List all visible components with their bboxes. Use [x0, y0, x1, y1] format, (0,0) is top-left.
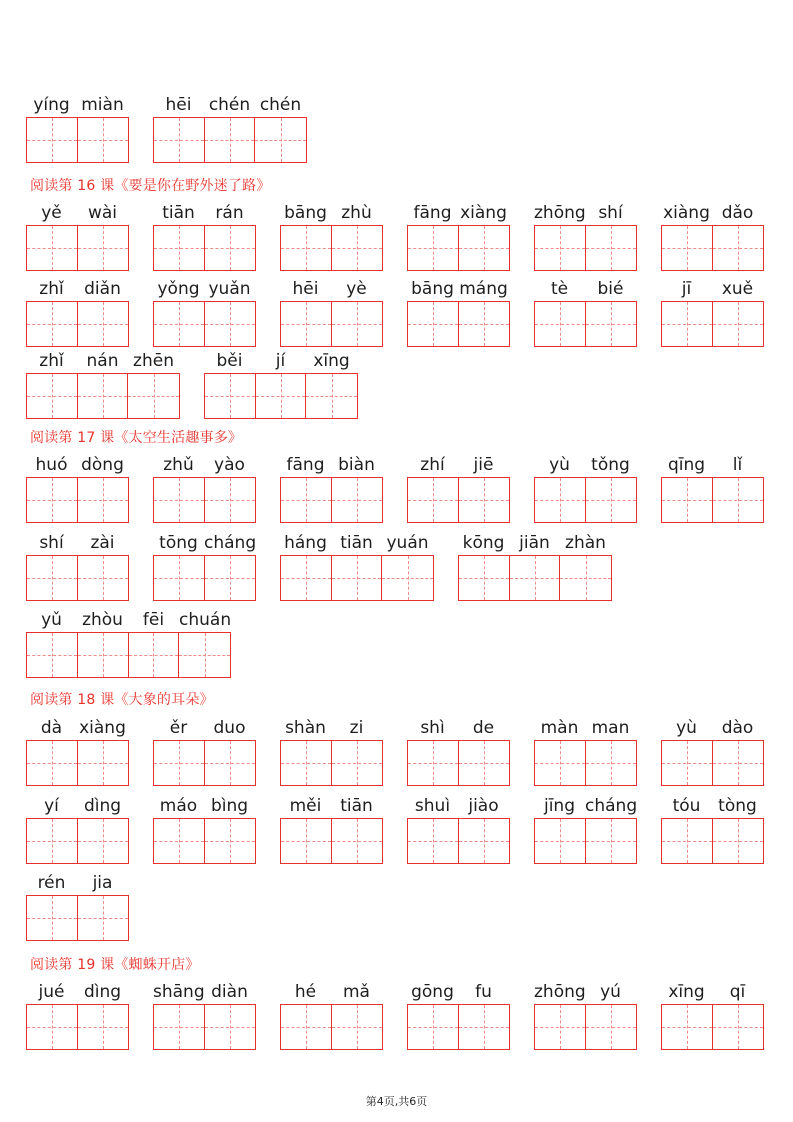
- tian-grid-cell[interactable]: [586, 819, 637, 863]
- tian-grid-cell[interactable]: [560, 556, 611, 600]
- pinyin-label: máng: [459, 279, 508, 299]
- pinyin-label: diǎn: [84, 279, 121, 299]
- pinyin-label: zhēn: [133, 351, 174, 371]
- pinyin-label: cháng: [585, 796, 638, 816]
- word-group: [153, 455, 255, 523]
- tian-grid-cell[interactable]: [408, 478, 459, 522]
- pinyin-label: xiàng: [460, 203, 507, 223]
- tian-grid-cell[interactable]: [27, 556, 78, 600]
- pinyin-label: dìng: [83, 796, 122, 816]
- pinyin-label: chén: [259, 95, 302, 115]
- pinyin-label: yíng: [33, 95, 70, 115]
- tian-grid-cell[interactable]: [27, 226, 78, 270]
- tian-grid-cell[interactable]: [459, 556, 510, 600]
- pinyin-label: yù: [549, 455, 570, 475]
- word-group: [407, 455, 509, 523]
- tian-grid-boxes: [280, 818, 383, 864]
- pinyin-label: màn: [540, 718, 579, 738]
- pinyin-label: kōng: [462, 533, 505, 553]
- tian-grid-cell[interactable]: [27, 819, 78, 863]
- tian-grid-cell[interactable]: [281, 1005, 332, 1049]
- pinyin-label: nán: [86, 351, 119, 371]
- tian-grid-boxes: [534, 301, 637, 347]
- tian-grid-cell[interactable]: [205, 819, 256, 863]
- word-group: [407, 203, 509, 271]
- pinyin-label: tiān: [162, 203, 195, 223]
- word-group: [534, 455, 636, 523]
- tian-grid-cell[interactable]: [662, 819, 713, 863]
- pinyin-label: xīng: [313, 351, 350, 371]
- tian-grid-cell[interactable]: [154, 302, 205, 346]
- pinyin-label: tǒng: [591, 455, 630, 475]
- word-group: [26, 203, 128, 271]
- pinyin-label: xiàng: [79, 718, 126, 738]
- tian-grid-boxes: [280, 740, 383, 786]
- tian-grid-boxes: [153, 555, 256, 601]
- word-group: [153, 796, 255, 864]
- tian-grid-cell[interactable]: [332, 741, 383, 785]
- pinyin-label: jiào: [468, 796, 499, 816]
- pinyin-label: dà: [40, 718, 63, 738]
- pinyin-label: dào: [721, 718, 754, 738]
- tian-grid-boxes: [534, 477, 637, 523]
- pinyin-label: yǒng: [157, 279, 200, 299]
- tian-grid-cell[interactable]: [255, 118, 306, 162]
- tian-grid-cell[interactable]: [281, 556, 332, 600]
- pinyin-label: hēi: [292, 279, 319, 299]
- pinyin-label: wài: [87, 203, 118, 223]
- word-group: [661, 203, 763, 271]
- pinyin-label: shuì: [414, 796, 451, 816]
- tian-grid-cell[interactable]: [205, 556, 256, 600]
- tian-grid-boxes: [153, 818, 256, 864]
- pinyin-label: hé: [294, 982, 317, 1002]
- tian-grid-cell[interactable]: [78, 896, 129, 940]
- tian-grid-boxes: [534, 818, 637, 864]
- tian-grid-cell[interactable]: [78, 226, 129, 270]
- tian-grid-boxes: [26, 1004, 129, 1050]
- pinyin-label: huó: [35, 455, 68, 475]
- tian-grid-cell[interactable]: [535, 226, 586, 270]
- word-group: [280, 455, 382, 523]
- tian-grid-cell[interactable]: [586, 741, 637, 785]
- tian-grid-cell[interactable]: [128, 374, 179, 418]
- tian-grid-cell[interactable]: [129, 633, 180, 677]
- pinyin-label: zhōng: [534, 203, 586, 223]
- word-group: [153, 982, 255, 1050]
- word-group: [26, 279, 128, 347]
- tian-grid-cell[interactable]: [713, 741, 764, 785]
- tian-grid-cell[interactable]: [27, 478, 78, 522]
- tian-grid-boxes: [26, 555, 129, 601]
- pinyin-label: miàn: [81, 95, 124, 115]
- pinyin-label: tè: [550, 279, 569, 299]
- word-group: [407, 796, 509, 864]
- pinyin-label: yù: [676, 718, 697, 738]
- word-group: [153, 718, 255, 786]
- tian-grid-cell[interactable]: [154, 118, 205, 162]
- word-group: [204, 351, 357, 419]
- tian-grid-cell[interactable]: [205, 118, 256, 162]
- pinyin-label: shāng: [153, 982, 205, 1002]
- tian-grid-cell[interactable]: [535, 302, 586, 346]
- tian-grid-boxes: [407, 477, 510, 523]
- tian-grid-cell[interactable]: [154, 1005, 205, 1049]
- tian-grid-boxes: [280, 555, 434, 601]
- pinyin-label: duo: [213, 718, 246, 738]
- tian-grid-cell[interactable]: [408, 819, 459, 863]
- tian-grid-cell[interactable]: [27, 302, 78, 346]
- tian-grid-boxes: [153, 740, 256, 786]
- tian-grid-cell[interactable]: [408, 741, 459, 785]
- tian-grid-cell[interactable]: [662, 226, 713, 270]
- lesson-title: 阅读第 18 课《大象的耳朵》: [30, 692, 214, 708]
- word-group: [407, 982, 509, 1050]
- pinyin-label: zhōng: [534, 982, 586, 1002]
- tian-grid-cell[interactable]: [78, 374, 129, 418]
- tian-grid-cell[interactable]: [332, 478, 383, 522]
- pinyin-label: rén: [37, 873, 66, 893]
- word-group: [26, 610, 230, 678]
- tian-grid-cell[interactable]: [205, 741, 256, 785]
- tian-grid-cell[interactable]: [586, 1005, 637, 1049]
- tian-grid-cell[interactable]: [205, 1005, 256, 1049]
- word-group: [26, 796, 128, 864]
- word-group: [26, 95, 128, 163]
- pinyin-label: jiān: [519, 533, 550, 553]
- tian-grid-boxes: [26, 477, 129, 523]
- pinyin-label: diàn: [211, 982, 248, 1002]
- pinyin-label: qī: [729, 982, 746, 1002]
- tian-grid-cell[interactable]: [382, 556, 433, 600]
- page-footer: 第4页,共6页: [365, 1095, 428, 1108]
- tian-grid-cell[interactable]: [281, 226, 332, 270]
- tian-grid-cell[interactable]: [408, 1005, 459, 1049]
- lesson-title: 阅读第 17 课《太空生活趣事多》: [30, 430, 243, 446]
- pinyin-label: shì: [420, 718, 445, 738]
- tian-grid-boxes: [534, 1004, 637, 1050]
- pinyin-label: zhàn: [565, 533, 606, 553]
- pinyin-label: xiàng: [663, 203, 710, 223]
- tian-grid-cell[interactable]: [713, 302, 764, 346]
- word-group: [534, 982, 636, 1050]
- tian-grid-cell[interactable]: [78, 1005, 129, 1049]
- tian-grid-cell[interactable]: [154, 478, 205, 522]
- pinyin-label: jué: [38, 982, 65, 1002]
- pinyin-label: zhí: [420, 455, 445, 475]
- tian-grid-cell[interactable]: [332, 556, 383, 600]
- tian-grid-boxes: [407, 225, 510, 271]
- word-group: [280, 203, 382, 271]
- pinyin-label: jī: [681, 279, 692, 299]
- pinyin-label: bié: [597, 279, 624, 299]
- word-group: [661, 455, 763, 523]
- lesson-title: 阅读第 19 课《蜘蛛开店》: [30, 957, 200, 973]
- pinyin-label: fēi: [142, 610, 165, 630]
- tian-grid-cell[interactable]: [713, 226, 764, 270]
- pinyin-label: bìng: [210, 796, 249, 816]
- tian-grid-cell[interactable]: [27, 374, 78, 418]
- tian-grid-boxes: [26, 117, 129, 163]
- tian-grid-cell[interactable]: [179, 633, 230, 677]
- word-group: [534, 796, 636, 864]
- tian-grid-cell[interactable]: [27, 1005, 78, 1049]
- tian-grid-boxes: [280, 1004, 383, 1050]
- tian-grid-cell[interactable]: [27, 741, 78, 785]
- word-group: [280, 279, 382, 347]
- pinyin-label: rán: [215, 203, 244, 223]
- pinyin-label: shàn: [285, 718, 326, 738]
- pinyin-label: dìng: [83, 982, 122, 1002]
- pinyin-label: jiē: [473, 455, 494, 475]
- pinyin-label: tóu: [672, 796, 701, 816]
- pinyin-label: dǎo: [721, 203, 754, 223]
- tian-grid-boxes: [407, 301, 510, 347]
- pinyin-label: tòng: [718, 796, 757, 816]
- tian-grid-cell[interactable]: [154, 741, 205, 785]
- tian-grid-boxes: [26, 225, 129, 271]
- pinyin-label: chuán: [179, 610, 232, 630]
- tian-grid-cell[interactable]: [459, 302, 510, 346]
- tian-grid-boxes: [153, 117, 307, 163]
- tian-grid-cell[interactable]: [332, 1005, 383, 1049]
- tian-grid-cell[interactable]: [78, 118, 129, 162]
- tian-grid-boxes: [26, 632, 231, 678]
- pinyin-label: yí: [44, 796, 59, 816]
- word-group: [26, 718, 128, 786]
- tian-grid-boxes: [153, 301, 256, 347]
- pinyin-label: zhòu: [82, 610, 123, 630]
- pinyin-label: yè: [346, 279, 367, 299]
- word-group: [26, 533, 128, 601]
- word-group: [407, 718, 509, 786]
- tian-grid-boxes: [26, 740, 129, 786]
- pinyin-label: yǔ: [41, 610, 62, 630]
- tian-grid-cell[interactable]: [535, 819, 586, 863]
- tian-grid-boxes: [280, 225, 383, 271]
- pinyin-label: tōng: [159, 533, 198, 553]
- pinyin-label: zhǔ: [163, 455, 194, 475]
- tian-grid-boxes: [661, 301, 764, 347]
- word-group: [280, 982, 382, 1050]
- tian-grid-cell[interactable]: [332, 819, 383, 863]
- pinyin-label: shí: [39, 533, 64, 553]
- tian-grid-cell[interactable]: [713, 819, 764, 863]
- tian-grid-cell[interactable]: [281, 819, 332, 863]
- tian-grid-cell[interactable]: [27, 896, 78, 940]
- tian-grid-boxes: [153, 225, 256, 271]
- tian-grid-cell[interactable]: [154, 226, 205, 270]
- tian-grid-cell[interactable]: [78, 633, 129, 677]
- pinyin-label: fāng: [413, 203, 452, 223]
- pinyin-label: zhù: [341, 203, 372, 223]
- pinyin-label: máo: [159, 796, 198, 816]
- tian-grid-boxes: [661, 225, 764, 271]
- pinyin-label: bāng: [284, 203, 327, 223]
- word-group: [280, 796, 382, 864]
- tian-grid-cell[interactable]: [535, 478, 586, 522]
- tian-grid-cell[interactable]: [78, 741, 129, 785]
- tian-grid-boxes: [26, 818, 129, 864]
- tian-grid-cell[interactable]: [27, 118, 78, 162]
- tian-grid-cell[interactable]: [332, 302, 383, 346]
- pinyin-label: chén: [208, 95, 251, 115]
- pinyin-label: de: [472, 718, 495, 738]
- pinyin-label: xuě: [721, 279, 754, 299]
- tian-grid-boxes: [407, 1004, 510, 1050]
- tian-grid-boxes: [153, 1004, 256, 1050]
- tian-grid-boxes: [26, 895, 129, 941]
- tian-grid-cell[interactable]: [459, 819, 510, 863]
- tian-grid-cell[interactable]: [78, 819, 129, 863]
- tian-grid-cell[interactable]: [78, 556, 129, 600]
- tian-grid-boxes: [204, 373, 358, 419]
- tian-grid-cell[interactable]: [586, 226, 637, 270]
- word-group: [458, 533, 611, 601]
- pinyin-label: jīng: [543, 796, 575, 816]
- pinyin-label: fāng: [286, 455, 325, 475]
- tian-grid-cell[interactable]: [408, 226, 459, 270]
- word-group: [534, 279, 636, 347]
- pinyin-label: man: [591, 718, 630, 738]
- tian-grid-boxes: [407, 740, 510, 786]
- pinyin-label: fu: [475, 982, 492, 1002]
- pinyin-label: zài: [90, 533, 115, 553]
- tian-grid-cell[interactable]: [535, 1005, 586, 1049]
- tian-grid-cell[interactable]: [306, 374, 357, 418]
- tian-grid-boxes: [280, 477, 383, 523]
- word-group: [661, 718, 763, 786]
- pinyin-label: mǎ: [343, 982, 370, 1002]
- tian-grid-cell[interactable]: [205, 478, 256, 522]
- tian-grid-cell[interactable]: [78, 478, 129, 522]
- tian-grid-cell[interactable]: [78, 302, 129, 346]
- pinyin-label: yú: [600, 982, 621, 1002]
- tian-grid-cell[interactable]: [205, 226, 256, 270]
- pinyin-label: xīng: [668, 982, 705, 1002]
- tian-grid-cell[interactable]: [662, 741, 713, 785]
- tian-grid-boxes: [280, 301, 383, 347]
- pinyin-label: měi: [289, 796, 322, 816]
- tian-grid-cell[interactable]: [459, 741, 510, 785]
- tian-grid-cell[interactable]: [281, 478, 332, 522]
- pinyin-label: jí: [275, 351, 286, 371]
- pinyin-label: lǐ: [732, 455, 743, 475]
- tian-grid-cell[interactable]: [662, 478, 713, 522]
- tian-grid-cell[interactable]: [154, 819, 205, 863]
- tian-grid-cell[interactable]: [510, 556, 561, 600]
- tian-grid-boxes: [153, 477, 256, 523]
- word-group: [407, 279, 509, 347]
- word-group: [153, 203, 255, 271]
- tian-grid-cell[interactable]: [205, 374, 256, 418]
- pinyin-label: háng: [284, 533, 327, 553]
- word-group: [661, 982, 763, 1050]
- tian-grid-boxes: [26, 373, 180, 419]
- word-group: [534, 718, 636, 786]
- pinyin-label: jia: [92, 873, 113, 893]
- tian-grid-cell[interactable]: [281, 302, 332, 346]
- tian-grid-cell[interactable]: [332, 226, 383, 270]
- tian-grid-cell[interactable]: [154, 556, 205, 600]
- pinyin-label: shí: [598, 203, 623, 223]
- word-group: [26, 351, 179, 419]
- word-group: [26, 873, 128, 941]
- lesson-title: 阅读第 16 课《要是你在野外迷了路》: [30, 178, 271, 194]
- tian-grid-cell[interactable]: [662, 302, 713, 346]
- pinyin-label: yuán: [386, 533, 429, 553]
- pinyin-label: tiān: [340, 796, 373, 816]
- tian-grid-boxes: [407, 818, 510, 864]
- pinyin-label: tiān: [340, 533, 373, 553]
- pinyin-label: běi: [216, 351, 243, 371]
- tian-grid-boxes: [458, 555, 612, 601]
- tian-grid-cell[interactable]: [535, 741, 586, 785]
- tian-grid-cell[interactable]: [459, 478, 510, 522]
- pinyin-label: biàn: [338, 455, 375, 475]
- pinyin-label: dòng: [81, 455, 124, 475]
- pinyin-label: qīng: [667, 455, 706, 475]
- tian-grid-boxes: [26, 301, 129, 347]
- tian-grid-boxes: [661, 477, 764, 523]
- pinyin-label: ěr: [169, 718, 188, 738]
- pinyin-label: yě: [41, 203, 62, 223]
- word-group: [661, 796, 763, 864]
- pinyin-label: hēi: [165, 95, 192, 115]
- tian-grid-cell[interactable]: [408, 302, 459, 346]
- word-group: [534, 203, 636, 271]
- pinyin-label: gōng: [411, 982, 454, 1002]
- pinyin-label: zhǐ: [39, 279, 64, 299]
- pinyin-label: yuǎn: [208, 279, 251, 299]
- tian-grid-cell[interactable]: [459, 226, 510, 270]
- tian-grid-boxes: [534, 740, 637, 786]
- pinyin-label: zhǐ: [39, 351, 64, 371]
- tian-grid-cell[interactable]: [281, 741, 332, 785]
- word-group: [153, 95, 306, 163]
- pinyin-label: zi: [349, 718, 364, 738]
- tian-grid-cell[interactable]: [205, 302, 256, 346]
- tian-grid-cell[interactable]: [713, 478, 764, 522]
- tian-grid-cell[interactable]: [256, 374, 307, 418]
- word-group: [661, 279, 763, 347]
- word-group: [280, 533, 433, 601]
- tian-grid-cell[interactable]: [459, 1005, 510, 1049]
- tian-grid-cell[interactable]: [27, 633, 78, 677]
- tian-grid-boxes: [661, 818, 764, 864]
- tian-grid-cell[interactable]: [586, 302, 637, 346]
- word-group: [280, 718, 382, 786]
- tian-grid-boxes: [534, 225, 637, 271]
- pinyin-label: bāng: [411, 279, 454, 299]
- word-group: [26, 455, 128, 523]
- word-group: [153, 279, 255, 347]
- tian-grid-boxes: [661, 740, 764, 786]
- tian-grid-cell[interactable]: [586, 478, 637, 522]
- pinyin-label: cháng: [204, 533, 257, 553]
- tian-grid-cell[interactable]: [662, 1005, 713, 1049]
- pinyin-label: yào: [214, 455, 245, 475]
- tian-grid-boxes: [661, 1004, 764, 1050]
- word-group: [26, 982, 128, 1050]
- tian-grid-cell[interactable]: [713, 1005, 764, 1049]
- word-group: [153, 533, 255, 601]
